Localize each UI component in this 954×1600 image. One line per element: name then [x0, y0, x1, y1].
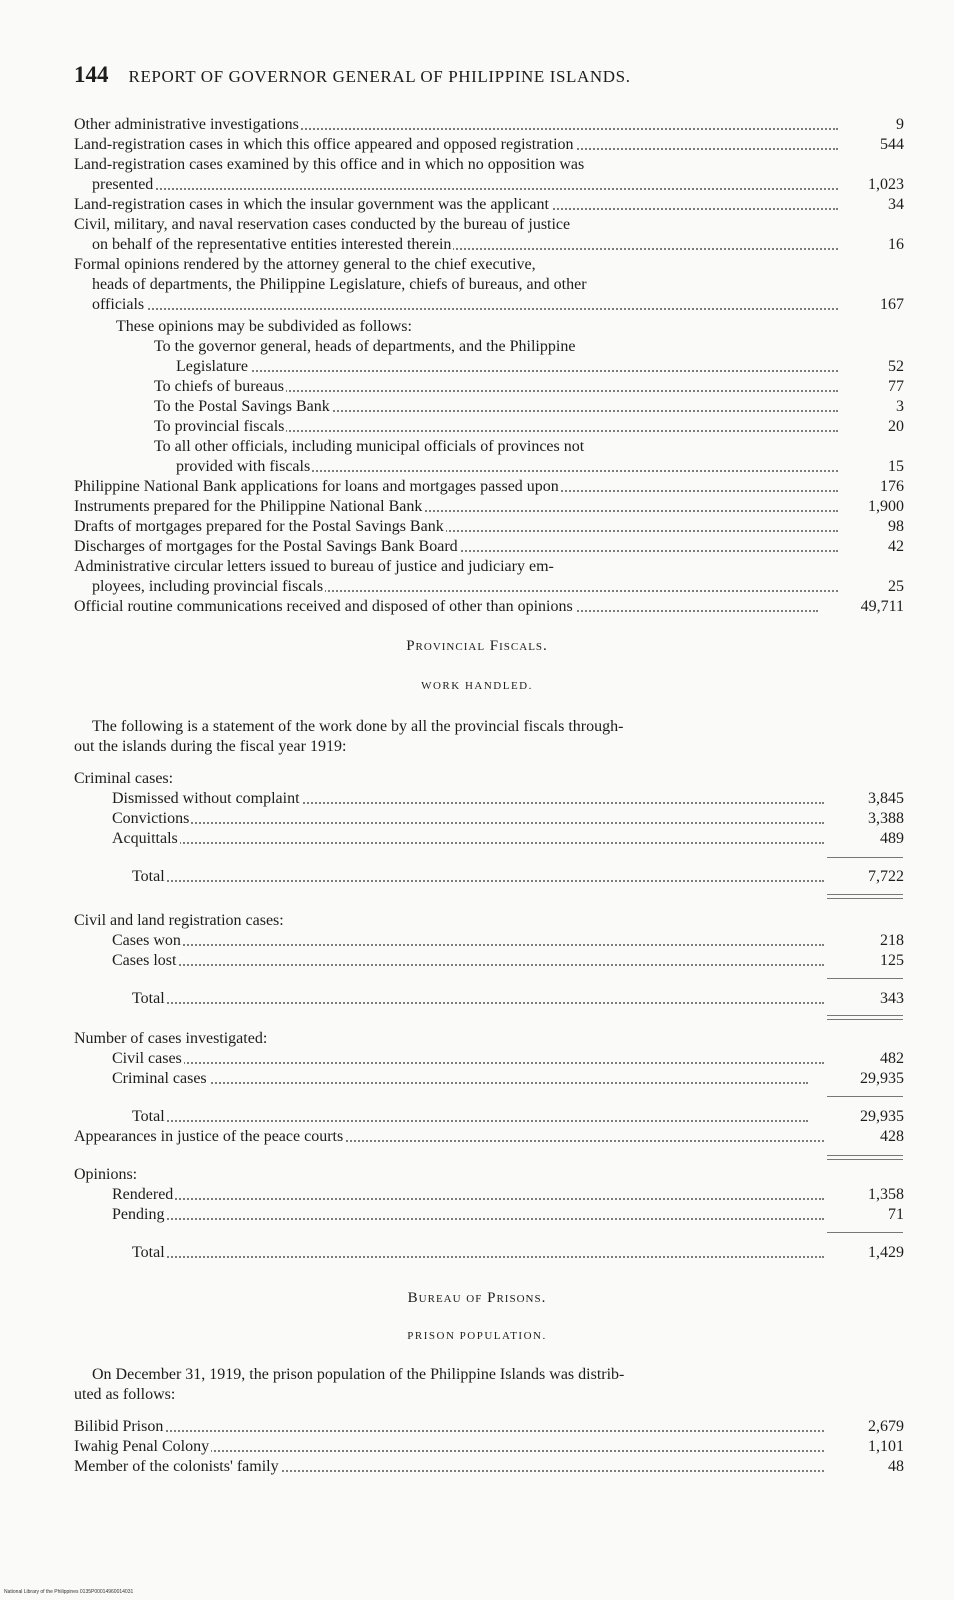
- section-intro: On December 31, 1919, the prison population of the Philippine Islands was distrib-: [92, 1366, 625, 1383]
- opinions-intro: These opinions may be subdivided as follows:: [116, 318, 412, 335]
- section-intro: The following is a statement of the work done by all the provincial fiscals through-: [92, 718, 624, 735]
- sum-rule: [827, 1232, 903, 1233]
- sum-rule: [827, 978, 903, 979]
- double-rule: [827, 1155, 903, 1160]
- sum-rule: [827, 857, 903, 858]
- section-subheading: PRISON POPULATION.: [407, 1330, 547, 1342]
- double-rule: [827, 894, 903, 899]
- group-title: Civil and land registration cases:: [74, 912, 284, 929]
- group-title: Number of cases investigated:: [74, 1030, 268, 1047]
- section-intro: out the islands during the fiscal year 1919:: [74, 738, 347, 755]
- footer-watermark: National Library of the Philippines 0135P00014960014031: [4, 1589, 134, 1595]
- list-item-text: heads of departments, the Philippine Legislature, chiefs of bureaus, and other: [92, 276, 587, 293]
- list-item-text: Formal opinions rendered by the attorney general to the chief executive,: [74, 256, 536, 273]
- page-title: REPORT OF GOVERNOR GENERAL OF PHILIPPINE ISLANDS.: [128, 67, 631, 86]
- section-heading: Provincial Fiscals.: [406, 638, 548, 654]
- page-number: 144: [74, 62, 109, 87]
- list-item-text: To all other officials, including municipal officials of provinces not: [154, 438, 585, 455]
- section-heading: Bureau of Prisons.: [407, 1290, 547, 1306]
- group-title: Opinions:: [74, 1166, 138, 1183]
- list-item-text: To the governor general, heads of departments, and the Philippine: [154, 338, 576, 355]
- list-item-text: Civil, military, and naval reservation cases conducted by the bureau of justice: [74, 216, 571, 233]
- sum-rule: [827, 1096, 903, 1097]
- section-subheading: WORK HANDLED.: [421, 680, 533, 692]
- list-item-text: Administrative circular letters issued to bureau of justice and judiciary em-: [74, 558, 554, 575]
- group-title: Criminal cases:: [74, 770, 174, 787]
- double-rule: [827, 1015, 903, 1020]
- section-intro: uted as follows:: [74, 1386, 176, 1403]
- list-item-text: Land-registration cases examined by this office and in which no opposition was: [74, 156, 585, 173]
- page-header: [74, 62, 884, 88]
